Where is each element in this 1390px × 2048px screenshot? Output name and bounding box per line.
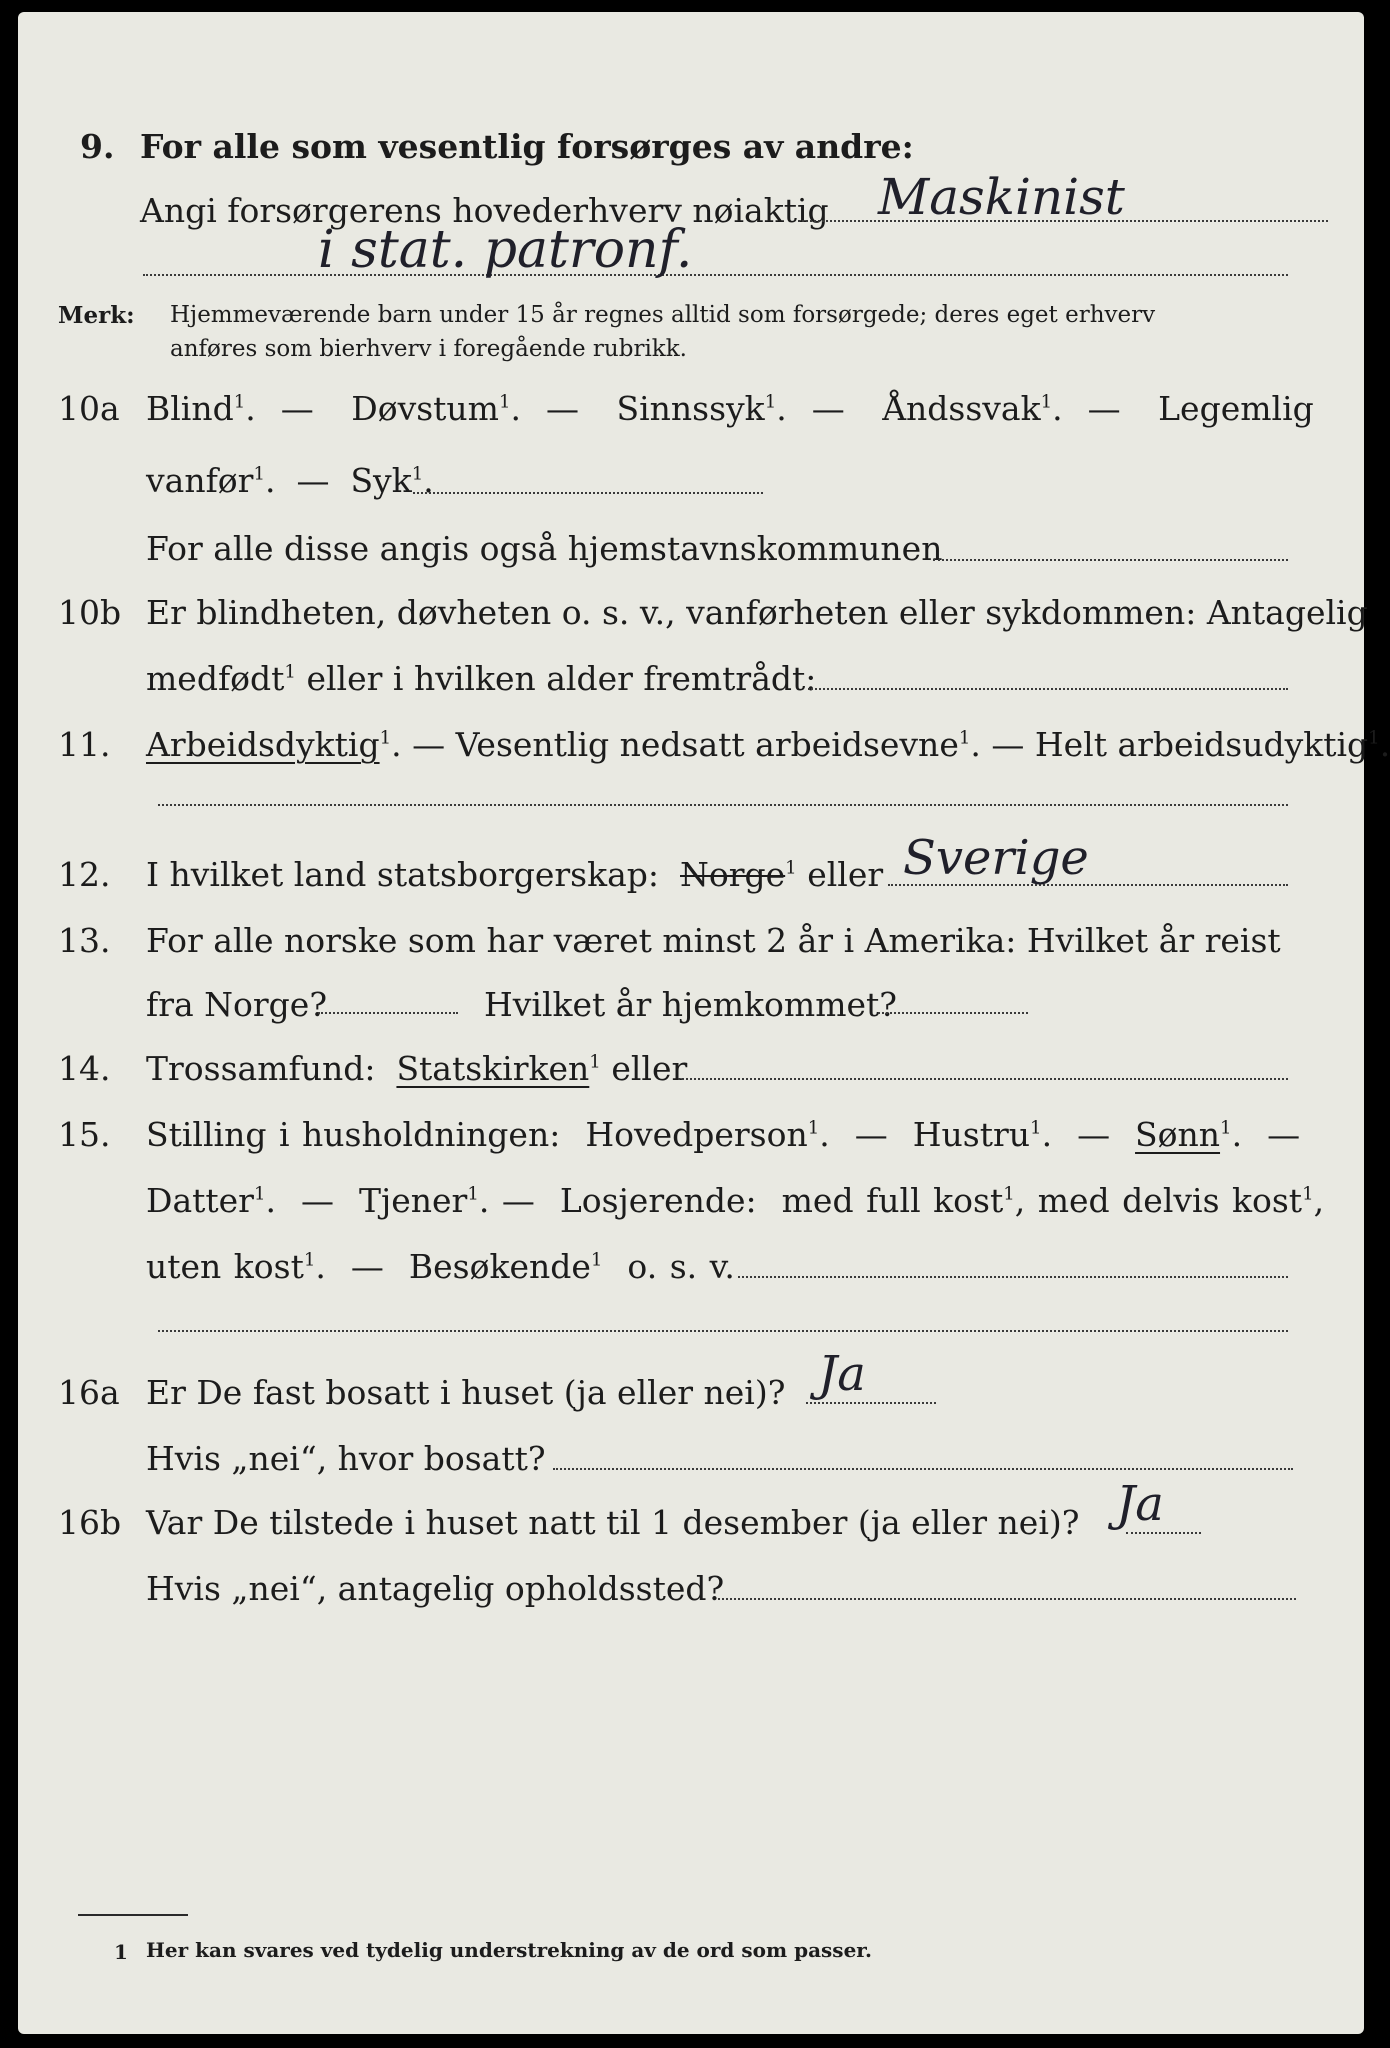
q15-extra-line	[158, 1330, 1288, 1332]
q16b-line-2: Hvis „nei“, antagelig opholdssted?	[146, 1569, 725, 1608]
q9-handwritten-answer-2: i stat. patronf.	[318, 220, 693, 280]
footnote-mark: 1	[114, 1940, 128, 1964]
q10b-number: 10b	[58, 593, 122, 632]
q10b-line-2: medfødt$^1$ eller i hvilken alder fremtrådt:	[146, 659, 817, 698]
q11-extra-line	[158, 804, 1288, 806]
q13-hjemkommet-label: Hvilket år hjemkommet?	[484, 985, 897, 1024]
q14-number: 14.	[58, 1049, 111, 1088]
q16b-answer-line	[1126, 1532, 1201, 1534]
q11-line: Arbeidsdyktig$^1$. — Vesentlig nedsatt arbeidsevne$^1$. — Helt arbeidsudyktig$^1$.	[146, 725, 1390, 764]
q16b-handwritten-answer: Ja	[1116, 1476, 1164, 1532]
opt-sinnssyk: Sinnssyk	[616, 389, 765, 428]
opt-hovedperson: Hovedperson	[585, 1115, 808, 1154]
q9-prompt: Angi forsørgerens hovederhverv nøiaktig	[140, 191, 829, 230]
q13-line-1: For alle norske som har været minst 2 år i Amerika: Hvilket år reist	[146, 921, 1281, 960]
q15-answer-line	[738, 1276, 1288, 1278]
opt-datter: Datter	[146, 1181, 254, 1220]
q16a-line-2: Hvis „nei“, hvor bosatt?	[146, 1439, 546, 1478]
q10a-line-3: For alle disse angis også hjemstavnskommunen	[146, 529, 943, 568]
footnote-rule	[78, 1914, 188, 1916]
q10b-alder-line	[808, 688, 1288, 690]
q11-number: 11.	[58, 725, 111, 764]
q16b-line-1: Var De tilstede i huset natt til 1 desember (ja eller nei)?	[146, 1503, 1080, 1542]
opt-uten-kost: uten kost	[146, 1247, 304, 1286]
q12-handwritten-answer: Sverige	[903, 830, 1089, 886]
opt-losjerende: Losjerende:	[559, 1181, 757, 1220]
q13-reist-label: fra Norge?	[146, 985, 328, 1024]
opt-statskirken: Statskirken	[396, 1049, 590, 1088]
footnote-text: Her kan svares ved tydelig understrekning av de ord som passer.	[146, 1938, 872, 1962]
q9-number: 9.	[80, 127, 115, 166]
q14-answer-line	[678, 1078, 1288, 1080]
q12-number: 12.	[58, 855, 111, 894]
q10a-number: 10a	[58, 389, 120, 428]
opt-hustru: Hustru	[912, 1115, 1031, 1154]
q15-line-3: uten kost$^1$. — Besøkende$^1$ o. s. v.	[146, 1247, 735, 1286]
opt-legemlig: Legemlig	[1158, 389, 1314, 428]
q10b-line-1: Er blindheten, døvheten o. s. v., vanførheten eller sykdommen: Antagelig	[146, 593, 1368, 632]
q16b-number: 16b	[58, 1503, 122, 1542]
opt-udyktig: Helt arbeidsudyktig	[1034, 725, 1369, 764]
merk-label: Merk:	[58, 302, 135, 329]
opt-nedsatt: Vesentlig nedsatt arbeidsevne	[455, 725, 959, 764]
q16a-answer-line	[806, 1402, 936, 1404]
opt-medfodt: medfødt	[146, 659, 285, 698]
q10a-syk-line	[413, 492, 763, 494]
q16a-bosatt-line	[553, 1468, 1293, 1470]
opt-arbeidsdyktig: Arbeidsdyktig	[146, 725, 380, 764]
opt-full-kost: med full kost	[781, 1181, 1004, 1220]
opt-besokende: Besøkende	[408, 1247, 591, 1286]
q13-hjemkommet-line	[878, 1012, 1028, 1014]
opt-andssvak: Åndssvak	[882, 389, 1041, 428]
q16a-handwritten-answer: Ja	[818, 1346, 866, 1402]
opt-syk: Syk	[350, 461, 412, 500]
q10a-kommune-line	[933, 559, 1288, 561]
q16b-sted-line	[718, 1598, 1296, 1600]
q15-number: 15.	[58, 1115, 111, 1154]
q9-handwritten-answer-1: Maskinist	[878, 168, 1125, 226]
opt-sonn: Sønn	[1135, 1115, 1221, 1154]
opt-tjener: Tjener	[358, 1181, 468, 1220]
merk-line-1: Hjemmeværende barn under 15 år regnes alltid som forsørgede; deres eget erhverv	[170, 302, 1156, 328]
opt-norge: Norge	[680, 855, 786, 894]
merk-line-2: anføres som bierhverv i foregående rubrikk.	[170, 336, 687, 362]
q13-number: 13.	[58, 921, 111, 960]
opt-vanfor: vanfør	[146, 461, 254, 500]
opt-dovstum: Døvstum	[351, 389, 499, 428]
q9-title: For alle som vesentlig forsørges av andre:	[140, 127, 914, 166]
opt-delvis-kost: med delvis kost	[1037, 1181, 1303, 1220]
opt-blind: Blind	[146, 389, 234, 428]
q15-line-1: Stilling i husholdningen: Hovedperson$^1$. — Hustru$^1$. — Sønn$^1$. —	[146, 1115, 1301, 1154]
q10a-line-1: Blind$^1$. — Døvstum$^1$. — Sinnssyk$^1$. — Åndssvak$^1$. — Legemlig	[146, 389, 1314, 428]
q10a-line-2: vanfør$^1$. — Syk$^1$.	[146, 461, 434, 500]
q16a-number: 16a	[58, 1373, 120, 1412]
q9-answer-line-2	[143, 274, 1288, 276]
q12-line: I hvilket land statsborgerskap: Norge$^1$ eller	[146, 855, 884, 894]
q14-line: Trossamfund: Statskirken$^1$ eller	[146, 1049, 688, 1088]
paper-sheet	[18, 12, 1390, 2034]
q15-line-2: Datter$^1$. — Tjener$^1$. — Losjerende: med full kost$^1$, med delvis kost$^1$,	[146, 1181, 1325, 1220]
q16a-line-1: Er De fast bosatt i huset (ja eller nei)?	[146, 1373, 786, 1412]
q13-reist-line	[318, 1012, 458, 1014]
